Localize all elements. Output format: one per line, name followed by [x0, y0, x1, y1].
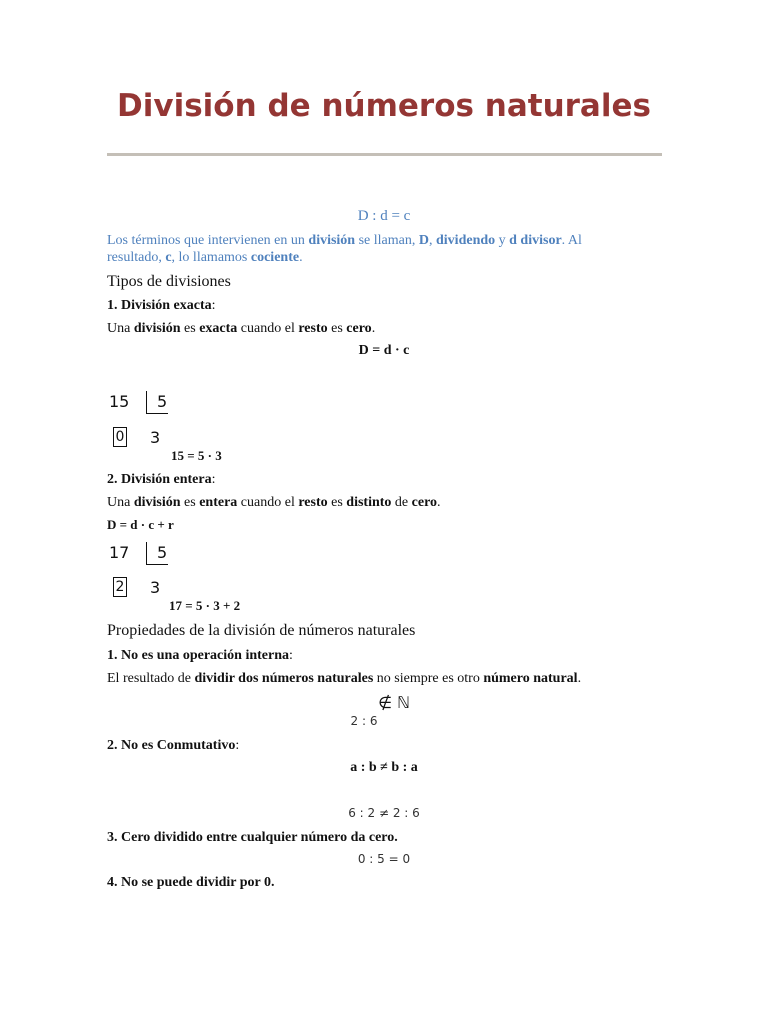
property-3-example: 0 : 5 = 0	[357, 852, 411, 866]
types-heading: Tipos de divisiones	[107, 273, 231, 290]
division-bracket-horizontal	[146, 413, 168, 414]
division-bracket-vertical	[146, 391, 147, 413]
exact-check: 15 = 5 · 3	[171, 448, 222, 463]
integer-division-heading: 2. División entera:	[107, 472, 216, 487]
division-bracket-horizontal	[146, 564, 168, 565]
property-2-formula: a : b ≠ b : a	[350, 760, 418, 775]
integer-division-formula: D = d · c + r	[107, 517, 174, 532]
page-title: División de números naturales	[117, 88, 651, 124]
quotient: 3	[150, 428, 161, 447]
divisor: 5	[157, 392, 168, 411]
property-2-example: 6 : 2 ≠ 2 : 6	[348, 806, 420, 820]
quotient: 3	[150, 578, 161, 597]
integer-check: 17 = 5 · 3 + 2	[169, 598, 241, 613]
not-in-naturals-symbol: ∉ ℕ	[378, 693, 410, 712]
property-2-heading: 2. No es Conmutativo:	[107, 738, 240, 753]
title-divider	[107, 153, 662, 156]
properties-heading: Propiedades de la división de números naturales	[107, 622, 416, 639]
property-1-heading: 1. No es una operación interna:	[107, 648, 293, 663]
dividend: 17	[109, 543, 130, 562]
remainder-box: 0	[113, 427, 127, 447]
integer-division-definition: Una división es entera cuando el resto es distinto de cero.	[107, 495, 441, 510]
divisor: 5	[157, 543, 168, 562]
main-formula: D : d = c	[357, 208, 411, 224]
property-1-text: El resultado de dividir dos números naturales no siempre es otro número natural.	[107, 671, 582, 686]
exact-division-heading: 1. División exacta:	[107, 298, 216, 313]
intro-paragraph: Los términos que intervienen en un división se llaman, D, dividendo y d divisor. Al resultado, c, lo llamamos cociente.	[107, 233, 582, 265]
division-bracket-vertical	[146, 542, 147, 564]
property-3-heading: 3. Cero dividido entre cualquier número da cero.	[107, 830, 398, 845]
exact-division-formula: D = d · c	[358, 343, 410, 358]
property-4-heading: 4. No se puede dividir por 0.	[107, 875, 275, 890]
remainder-box: 2	[113, 577, 127, 597]
dividend: 15	[109, 392, 130, 411]
property-1-example: 2 : 6	[350, 714, 378, 728]
exact-division-definition: Una división es exacta cuando el resto es cero.	[107, 321, 376, 336]
